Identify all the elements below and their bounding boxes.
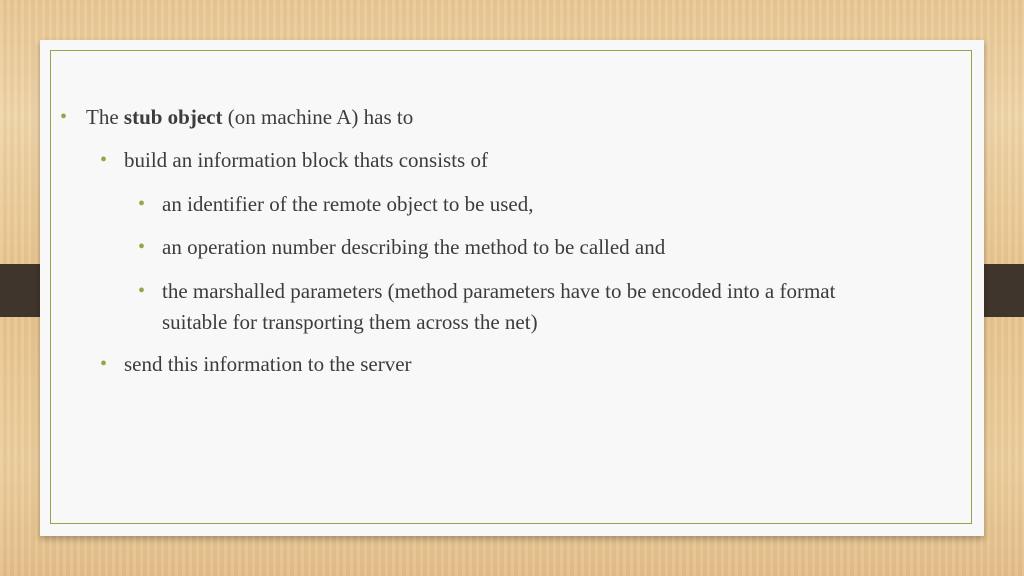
slide-content — [40, 40, 984, 536]
slide-card — [40, 40, 984, 536]
bullet-operation-number: an operation number describing the method to be called and — [162, 235, 666, 259]
bullet-dot: • — [100, 149, 108, 171]
bullet-dot: • — [60, 106, 68, 128]
bullet-dot: • — [138, 236, 146, 258]
bullet-dot: • — [100, 353, 108, 375]
bullet-stub-object — [86, 101, 413, 133]
bullet-identifier: an identifier of the remote object to be used, — [162, 192, 534, 216]
bullet-marshalled-line1: the marshalled parameters (method parameters have to be encoded into a format — [162, 279, 836, 303]
bullet-send-info: send this information to the server — [124, 352, 412, 376]
bullet-marshalled-line2: suitable for transporting them across the net) — [162, 310, 538, 334]
bullet-build-info-block: build an information block thats consists of — [124, 148, 488, 172]
bullet-dot: • — [138, 280, 146, 302]
bullet-dot: • — [138, 193, 146, 215]
bullet-stub-bold: stub object — [123, 105, 223, 129]
bullet-stub-suffix: (on machine A) has to — [222, 105, 414, 129]
bullet-stub-prefix: The — [86, 105, 124, 129]
